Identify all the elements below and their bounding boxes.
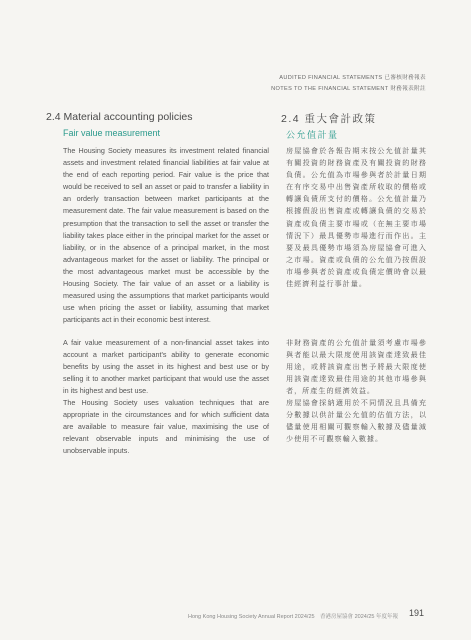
running-header-line-2: NOTES TO THE FINANCIAL STATEMENT 財務報表附註 <box>271 86 426 92</box>
paragraph-zh-2: 非財務資產的公允值計量須考慮市場參與者能以最大限度使用該資產達致最佳用途，或將該資產出售予將最大限度使用該資產達致最佳用途的其他市場參與者，所產生的經濟效益。 <box>286 339 427 396</box>
page-number: 191 <box>408 608 424 618</box>
paragraph-en-1: The Housing Society measures its investment related financial assets and investment related financial liabilities at fair value at the end of each reporting period. Fair value is the price that would be received to sell an asset or paid to transfer a liability in an orderly transaction between market participants at the measurement date. The fair value measurement is based on the presumption that the transaction to sell the asset or transfer the liability takes place either in the principal market for the asset or liability, or in the absence of a principal market, in the most advantageous market for the asset or liability. The principal or the most advantageous market must be accessible by the Housing Society. The fair value of an asset or a liability is measured using the assumptions that market participants would use when pricing the asset or liability, assuming that market participants act in their economic best interest. <box>63 146 269 325</box>
running-header-line-1: AUDITED FINANCIAL STATEMENTS 已審核財務報表 <box>279 75 426 81</box>
subheading-zh: 公允值計量 <box>286 130 339 140</box>
subheading-en: Fair value measurement <box>63 128 161 138</box>
paragraph-zh-3: 房屋協會採納適用於不同情況且具備充分數據以供計量公允值的估值方法，以儘量使用相關可觀察輸入數據及儘量減少使用不可觀察輸入數據。 <box>286 399 427 444</box>
footer-publication: Hong Kong Housing Society Annual Report 2024/25 香港房屋協會 2024/25 年度年報 <box>187 614 398 620</box>
section-title-zh: 2.4 重大會計政策 <box>281 113 377 125</box>
paragraph-zh-1: 房屋協會於各報告期末按公允值計量其有關投資的財務資產及有關投資的財務負債。公允值為市場參與者於計量日期在有序交易中出售資產所收取的價格或轉讓負債所支付的價格。公允值計量乃根據假設出售資產或轉讓負債的交易於資產或負債主要市場或（在無主要市場情況下）最具優勢市場進行而作出。主要及最具優勢市場須為房屋協會可進入之市場。資產或負債的公允值乃按假設市場參與者於資產或負債定價時會以最佳經濟利益行事計量。 <box>286 147 427 289</box>
paragraph-en-2: A fair value measurement of a non-financial asset takes into account a market participant's ability to generate economic benefits by using the asset in its highest and best use or by selling it to another market participant that would use the asset in its highest and best use. <box>63 338 269 396</box>
section-title-en: 2.4 Material accounting policies <box>46 111 193 123</box>
paragraph-en-3: The Housing Society uses valuation techniques that are appropriate in the circumstances and for which sufficient data are available to measure fair value, maximising the use of relevant observable inputs and minimising the use of unobservable inputs. <box>63 398 269 456</box>
